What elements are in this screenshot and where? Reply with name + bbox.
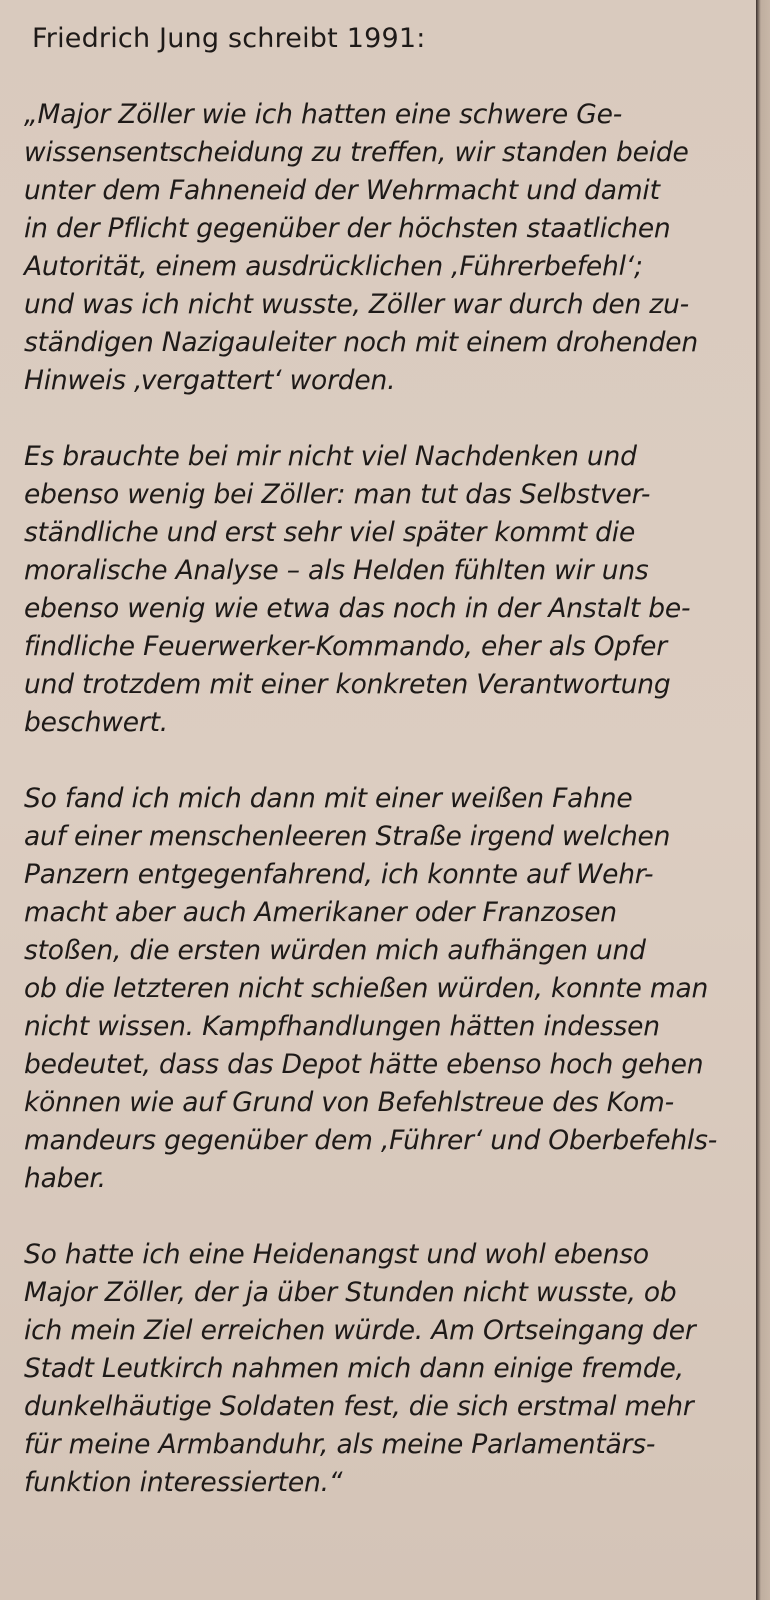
text-line: Panzern entgegenfahrend, ich konnte auf Wehr- bbox=[24, 859, 654, 890]
text-line: und trotzdem mit einer konkreten Verantwortung bbox=[24, 669, 671, 700]
text-line: stoßen, die ersten würden mich aufhängen und bbox=[24, 935, 646, 966]
quote-paragraph bbox=[24, 438, 754, 742]
quote-body bbox=[24, 96, 754, 1502]
quote-paragraph bbox=[24, 780, 754, 1198]
text-line: ebenso wenig bei Zöller: man tut das Selbstver- bbox=[24, 479, 651, 510]
text-line: „Major Zöller wie ich hatten eine schwere Ge- bbox=[24, 99, 623, 130]
text-line: ständliche und erst sehr viel später kommt die bbox=[24, 517, 636, 548]
text-line: ständigen Nazigauleiter noch mit einem drohenden bbox=[24, 327, 698, 358]
text-line: können wie auf Grund von Befehlstreue des Kom- bbox=[24, 1087, 674, 1118]
text-line: dunkelhäutige Soldaten fest, die sich erstmal mehr bbox=[24, 1391, 694, 1422]
text-line: Hinweis ‚vergattert‘ worden. bbox=[24, 365, 396, 396]
text-line: Autorität, einem ausdrücklichen ‚Führerbefehl‘; bbox=[24, 251, 643, 282]
text-line: in der Pflicht gegenüber der höchsten staatlichen bbox=[24, 213, 671, 244]
heading: Friedrich Jung schreibt 1991: bbox=[32, 23, 426, 54]
text-line: findliche Feuerwerker-Kommando, eher als Opfer bbox=[24, 631, 667, 662]
text-line: macht aber auch Amerikaner oder Franzosen bbox=[24, 897, 617, 928]
panel-edge bbox=[756, 0, 770, 1600]
text-line: und was ich nicht wusste, Zöller war durch den zu- bbox=[24, 289, 689, 320]
text-line: für meine Armbanduhr, als meine Parlamentärs- bbox=[24, 1429, 656, 1460]
text-line: unter dem Fahneneid der Wehrmacht und damit bbox=[24, 175, 660, 206]
text-line: ebenso wenig wie etwa das noch in der Anstalt be- bbox=[24, 593, 691, 624]
text-line: So fand ich mich dann mit einer weißen Fahne bbox=[24, 783, 633, 814]
text-line: auf einer menschenleeren Straße irgend welchen bbox=[24, 821, 671, 852]
quote-paragraph bbox=[24, 1236, 754, 1502]
text-line: So hatte ich eine Heidenangst und wohl ebenso bbox=[24, 1239, 649, 1270]
panel-text bbox=[24, 20, 754, 1540]
text-line: wissensentscheidung zu treffen, wir standen beide bbox=[24, 137, 689, 168]
text-line: ich mein Ziel erreichen würde. Am Ortseingang der bbox=[24, 1315, 696, 1346]
text-line: moralische Analyse – als Helden fühlten wir uns bbox=[24, 555, 649, 586]
quote-paragraph bbox=[24, 96, 754, 400]
text-line: beschwert. bbox=[24, 707, 168, 738]
text-line: ob die letzteren nicht schießen würden, konnte man bbox=[24, 973, 709, 1004]
text-line: bedeutet, dass das Depot hätte ebenso hoch gehen bbox=[24, 1049, 704, 1080]
text-line: Major Zöller, der ja über Stunden nicht wusste, ob bbox=[24, 1277, 677, 1308]
text-line: mandeurs gegenüber dem ‚Führer‘ und Oberbefehls- bbox=[24, 1125, 718, 1156]
text-line: Stadt Leutkirch nahmen mich dann einige fremde, bbox=[24, 1353, 684, 1384]
text-line: haber. bbox=[24, 1163, 106, 1194]
text-line: Es brauchte bei mir nicht viel Nachdenken und bbox=[24, 441, 637, 472]
text-line: nicht wissen. Kampfhandlungen hätten indessen bbox=[24, 1011, 660, 1042]
text-line: funktion interessierten.“ bbox=[24, 1467, 343, 1498]
